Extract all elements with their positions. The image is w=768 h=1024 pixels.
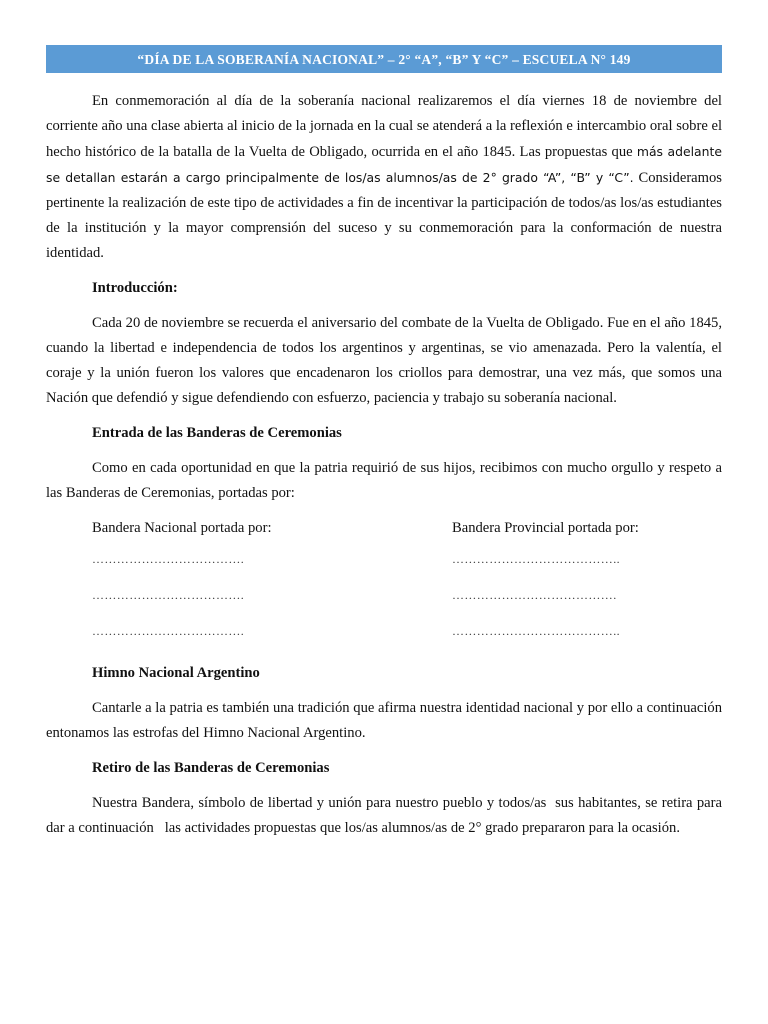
retiro-banderas-paragraph: Nuestra Bandera, símbolo de libertad y unión para nuestro pueblo y todos/as sus habitantes, se retira para dar a continuación las actividades propuestas que los/as alumnos/as de 2° grado prepararon para la ocasión.	[46, 795, 726, 836]
bandera-nacional-column	[92, 516, 272, 637]
retiro-banderas-heading: Retiro de las Banderas de Ceremonias	[92, 760, 330, 776]
bandera-nacional-line: ……………………………….	[92, 624, 245, 638]
bandera-provincial-line: …………………………………..	[452, 624, 620, 638]
bandera-provincial-line: ………………………………….	[452, 588, 617, 602]
document-title: “DÍA DE LA SOBERANÍA NACIONAL” – 2° “A”, “B” Y “C” – ESCUELA N° 149	[46, 45, 722, 73]
introduccion-paragraph: Cada 20 de noviembre se recuerda el aniversario del combate de la Vuelta de Obligado. Fue en el año 1845, cuando la libertad e independencia de todos los argentinos y argentinas, se vio amenazada. Pero la valentía, el coraje y la unión fueron los valores que encadenaron los criollos para demostrar, una vez más, que somos una Nación que defendió y sigue defendiendo con esfuerzo, paciencia y trabajo su soberanía nacional.	[46, 315, 722, 406]
entrada-banderas-paragraph: Como en cada oportunidad en que la patria requirió de sus hijos, recibimos con mucho orgullo y respeto a las Banderas de Ceremonias, portadas por:	[46, 460, 722, 501]
bandera-provincial-line: …………………………………..	[452, 552, 620, 566]
himno-heading: Himno Nacional Argentino	[92, 665, 260, 681]
bandera-provincial-column	[452, 516, 639, 637]
intro-text-part1: En conmemoración al día de la soberanía nacional realizaremos el día viernes 18 de noviembre del corriente año una clase abierta al inicio de la jornada en la cual se atenderá a la reflexión e intercambio oral sobre el hecho histórico de la batalla de la Vuelta de Obligado, ocurrida en el año 1845. Las propuestas que	[46, 93, 722, 160]
himno-paragraph: Cantarle a la patria es también una tradición que afirma nuestra identidad nacional y por ello a continuación entonamos las estrofas del Himno Nacional Argentino.	[46, 700, 722, 741]
bandera-nacional-line: ……………………………….	[92, 552, 245, 566]
intro-text-part2: más adelante se detallan estarán a cargo principalmente de los/as alumnos/as de 2° grado “A”, “B” y “C”.	[46, 144, 722, 185]
intro-text-part3: Consideramos pertinente la realización de este tipo de actividades a fin de incentivar la participación de todos/as los/as estudiantes de la institución y la mayor comprensión del suceso y su conmemoración para la conformación de nuestra identidad.	[46, 170, 722, 261]
introduccion-heading: Introducción:	[92, 280, 178, 296]
entrada-banderas-heading: Entrada de las Banderas de Ceremonias	[92, 425, 342, 441]
document-page	[46, 45, 726, 841]
bandera-nacional-label: Bandera Nacional portada por:	[92, 520, 272, 536]
bandera-nacional-line: ……………………………….	[92, 588, 245, 602]
intro-paragraph	[46, 89, 722, 266]
bandera-provincial-label: Bandera Provincial portada por:	[452, 520, 639, 536]
flag-bearers-section	[46, 516, 722, 644]
